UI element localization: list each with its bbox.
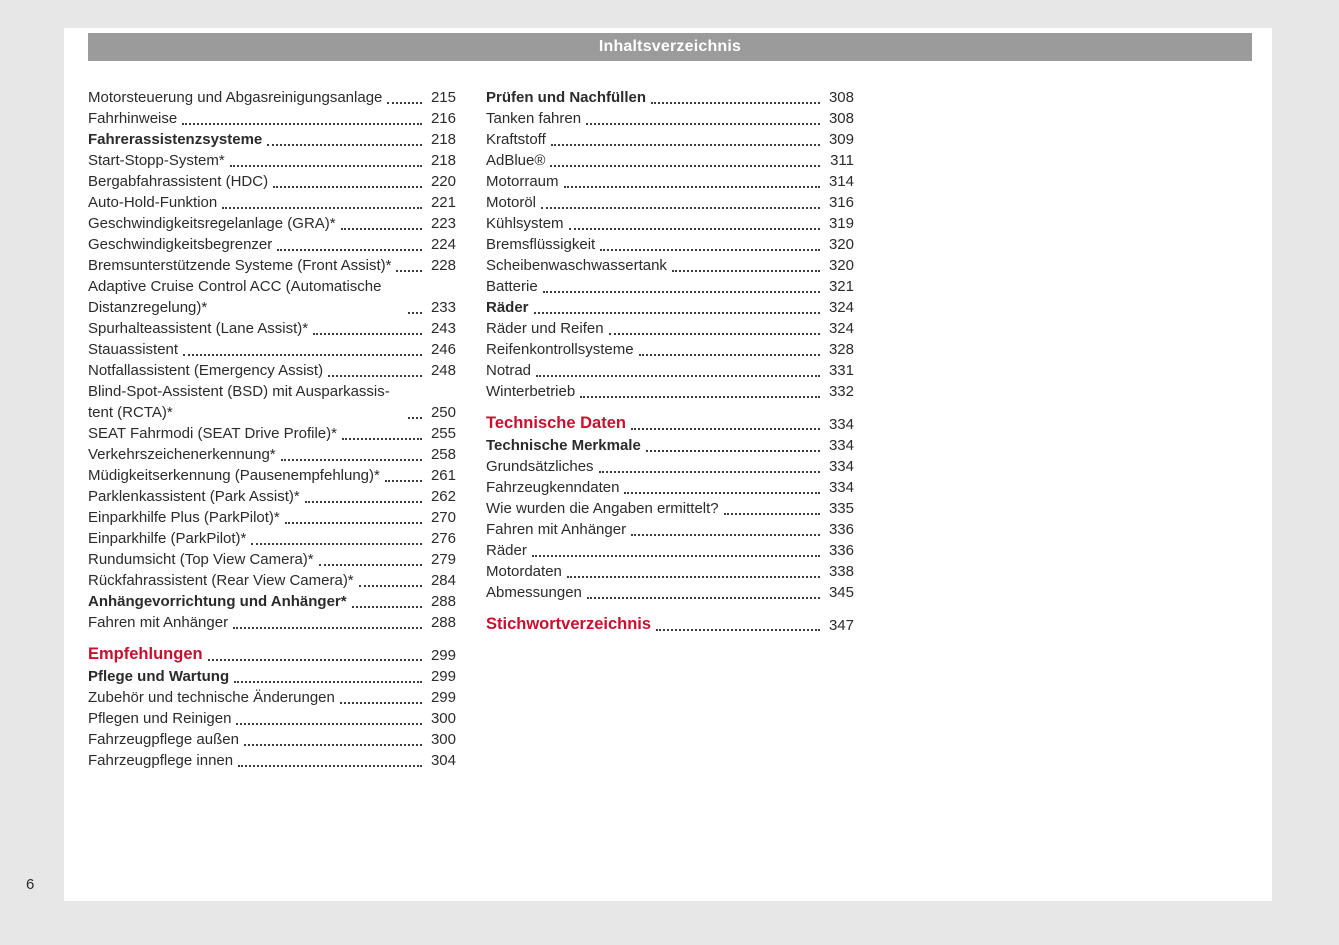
toc-entry-label: Geschwindigkeitsbegrenzer: [88, 236, 273, 253]
toc-entry-label: Motordaten: [486, 563, 562, 580]
toc-entry-page: 218: [430, 152, 456, 169]
toc-entry-page: 324: [828, 320, 854, 337]
toc-entry: [88, 708, 456, 729]
toc-entry-page: 223: [430, 215, 456, 232]
toc-entry-page: 334: [828, 458, 854, 475]
toc-entry-label: Stauassistent: [88, 341, 179, 358]
toc-entry: [486, 108, 854, 129]
toc-entry-page: 250: [430, 404, 456, 421]
toc-entry-label: Räder und Reifen: [486, 320, 604, 337]
toc-entry: [88, 255, 456, 276]
dot-leader: [396, 270, 422, 272]
toc-entry-page: 299: [430, 668, 456, 685]
toc-entry: [486, 318, 854, 339]
toc-entry: [88, 643, 456, 666]
toc-entry: [486, 150, 854, 171]
toc-entry-label: Müdigkeitserkennung (Pausenempfehlung)*: [88, 467, 380, 484]
dot-leader: [251, 543, 422, 545]
toc-entry-label: Spurhalteassistent (Lane Assist)*: [88, 320, 309, 337]
toc-entry-page: 288: [430, 593, 456, 610]
toc-entry-label: Parklenkassistent (Park Assist)*: [88, 488, 300, 505]
toc-entry-page: 299: [430, 647, 456, 664]
toc-entry-page: 336: [828, 521, 854, 538]
dot-leader: [387, 102, 422, 104]
toc-entry-page: 332: [828, 383, 854, 400]
toc-entry-label: Räder: [486, 542, 527, 559]
toc-entry-label: Pflegen und Reinigen: [88, 710, 232, 727]
dot-leader: [408, 312, 422, 314]
toc-entry-label: Winterbetrieb: [486, 383, 576, 400]
dot-leader: [532, 555, 820, 557]
toc-entry-label: Motoröl: [486, 194, 537, 211]
toc-entry-label: Tanken fahren: [486, 110, 582, 127]
dot-leader: [543, 291, 820, 293]
toc-entry-label: Auto-Hold-Funktion: [88, 194, 218, 211]
dot-leader: [342, 438, 422, 440]
toc-entry-label: Fahrzeugkenndaten: [486, 479, 620, 496]
toc-entry: [88, 360, 456, 381]
dot-leader: [569, 228, 820, 230]
toc-entry: [486, 297, 854, 318]
toc-entry-page: 300: [430, 710, 456, 727]
toc-entry-label: Motorraum: [486, 173, 559, 190]
toc-entry: [88, 192, 456, 213]
dot-leader: [319, 564, 422, 566]
toc-entry-label: Anhängevorrichtung und Anhänger*: [88, 593, 347, 610]
dot-leader: [244, 744, 422, 746]
toc-entry-page: 320: [828, 236, 854, 253]
toc-entry: [88, 687, 456, 708]
dot-leader: [305, 501, 422, 503]
toc-entry-page: 311: [830, 152, 854, 169]
toc-entry-page: 279: [430, 551, 456, 568]
toc-entry-page: 224: [430, 236, 456, 253]
toc-entry-page: 299: [430, 689, 456, 706]
toc-entry: [486, 339, 854, 360]
toc-entry-label: Motorsteuerung und Abgasreinigungsanlage: [88, 89, 383, 106]
dot-leader: [277, 249, 422, 251]
toc-entry-page: 288: [430, 614, 456, 631]
dot-leader: [609, 333, 820, 335]
dot-leader: [651, 102, 820, 104]
toc-entry-page: 334: [828, 437, 854, 454]
toc-entry: [88, 612, 456, 633]
toc-entry: [486, 360, 854, 381]
dot-leader: [567, 576, 820, 578]
dot-leader: [267, 144, 422, 146]
dot-leader: [385, 480, 422, 482]
toc-entry: [88, 507, 456, 528]
dot-leader: [281, 459, 422, 461]
toc-entry-page: 262: [430, 488, 456, 505]
dot-leader: [182, 123, 422, 125]
toc-entry: [88, 729, 456, 750]
toc-entry-label: Kühlsystem: [486, 215, 564, 232]
toc-entry: [88, 591, 456, 612]
toc-entry-label: Batterie: [486, 278, 538, 295]
toc-entry-label: Adaptive Cruise Control ACC (Automatische Distanzregelung)*: [88, 278, 382, 316]
toc-column-left: [88, 87, 456, 771]
toc-entry: [486, 561, 854, 582]
dot-leader: [600, 249, 820, 251]
toc-entry-label: Stichwortverzeichnis: [486, 615, 652, 633]
toc-entry-label: Blind-Spot-Assistent (BSD) mit Ausparkassistent (RCTA)*: [88, 383, 390, 421]
toc-entry-page: 347: [828, 617, 854, 634]
toc-entry-page: 314: [828, 173, 854, 190]
toc-entry: [88, 423, 456, 444]
toc-entry: [486, 87, 854, 108]
toc-entry: [88, 171, 456, 192]
toc-columns: [64, 61, 1272, 771]
toc-entry-page: 316: [828, 194, 854, 211]
toc-entry-page: 331: [828, 362, 854, 379]
dot-leader: [599, 471, 820, 473]
toc-entry-page: 300: [430, 731, 456, 748]
toc-entry-page: 335: [828, 500, 854, 517]
toc-entry-label: Fahrhinweise: [88, 110, 178, 127]
toc-entry-page: 321: [828, 278, 854, 295]
toc-entry-label: Einparkhilfe Plus (ParkPilot)*: [88, 509, 280, 526]
toc-entry: [486, 381, 854, 402]
toc-entry-label: Verkehrszeichenerkennung*: [88, 446, 276, 463]
dot-leader: [631, 534, 820, 536]
dot-leader: [328, 375, 422, 377]
toc-entry: [486, 129, 854, 150]
toc-entry-label: Fahrzeugpflege innen: [88, 752, 234, 769]
toc-entry: [88, 528, 456, 549]
dot-leader: [233, 627, 422, 629]
dot-leader: [234, 681, 422, 683]
toc-entry-page: 276: [430, 530, 456, 547]
dot-leader: [285, 522, 422, 524]
toc-entry-page: 216: [430, 110, 456, 127]
toc-entry-label: Bremsunterstützende Systeme (Front Assist)*: [88, 257, 392, 274]
toc-entry: [88, 666, 456, 687]
toc-entry: [486, 213, 854, 234]
toc-entry-label: SEAT Fahrmodi (SEAT Drive Profile)*: [88, 425, 337, 442]
toc-entry-page: 233: [430, 299, 456, 316]
toc-entry-page: 258: [430, 446, 456, 463]
toc-entry-label: Zubehör und technische Änderungen: [88, 689, 335, 706]
dot-leader: [534, 312, 820, 314]
toc-entry: [486, 234, 854, 255]
page-title: Inhaltsverzeichnis: [598, 38, 742, 55]
toc-entry: [486, 477, 854, 498]
toc-entry-page: 336: [828, 542, 854, 559]
toc-entry-page: 221: [430, 194, 456, 211]
dot-leader: [624, 492, 820, 494]
toc-entry: [88, 750, 456, 771]
toc-entry: [486, 276, 854, 297]
toc-entry-label: Geschwindigkeitsregelanlage (GRA)*: [88, 215, 336, 232]
toc-entry-label: Rückfahrassistent (Rear View Camera)*: [88, 572, 354, 589]
toc-entry-label: Notfallassistent (Emergency Assist): [88, 362, 324, 379]
toc-entry-page: 338: [828, 563, 854, 580]
toc-entry-page: 243: [430, 320, 456, 337]
toc-entry: [88, 339, 456, 360]
toc-entry-label: Fahren mit Anhänger: [88, 614, 229, 631]
dot-leader: [646, 450, 820, 452]
toc-entry-page: 308: [828, 89, 854, 106]
dot-leader: [631, 428, 820, 430]
toc-entry: [88, 570, 456, 591]
toc-entry: [486, 192, 854, 213]
dot-leader: [341, 228, 422, 230]
toc-entry: [88, 444, 456, 465]
toc-entry-label: Grundsätzliches: [486, 458, 594, 475]
toc-entry-page: 220: [430, 173, 456, 190]
toc-entry-page: 328: [828, 341, 854, 358]
toc-entry-page: 319: [828, 215, 854, 232]
dot-leader: [208, 659, 422, 661]
dot-leader: [656, 629, 820, 631]
toc-entry: [486, 435, 854, 456]
toc-entry-label: Empfehlungen: [88, 645, 203, 663]
toc-entry: [486, 412, 854, 435]
toc-entry-page: 246: [430, 341, 456, 358]
toc-entry-label: Fahrzeugpflege außen: [88, 731, 239, 748]
toc-entry-label: Abmessungen: [486, 584, 582, 601]
page-header-bar: [88, 33, 1252, 61]
toc-entry-page: 215: [430, 89, 456, 106]
dot-leader: [230, 165, 422, 167]
toc-entry-page: 324: [828, 299, 854, 316]
dot-leader: [222, 207, 422, 209]
toc-entry-label: Kraftstoff: [486, 131, 546, 148]
toc-entry: [486, 498, 854, 519]
dot-leader: [672, 270, 820, 272]
toc-entry-label: Fahrerassistenzsysteme: [88, 131, 263, 148]
toc-entry-page: 334: [828, 416, 854, 433]
dot-leader: [587, 597, 820, 599]
toc-entry-label: Technische Merkmale: [486, 437, 641, 454]
page-number: 6: [26, 876, 35, 893]
dot-leader: [580, 396, 820, 398]
toc-entry-page: 309: [828, 131, 854, 148]
toc-entry-label: Reifenkontrollsysteme: [486, 341, 634, 358]
toc-entry-label: Räder: [486, 299, 529, 316]
toc-entry-label: Wie wurden die Angaben ermittelt?: [486, 500, 719, 517]
toc-entry-label: Bergabfahrassistent (HDC): [88, 173, 269, 190]
dot-leader: [586, 123, 820, 125]
toc-entry-page: 255: [430, 425, 456, 442]
toc-page: [64, 28, 1272, 901]
dot-leader: [313, 333, 422, 335]
dot-leader: [359, 585, 422, 587]
toc-entry-label: Einparkhilfe (ParkPilot)*: [88, 530, 247, 547]
toc-entry: [486, 519, 854, 540]
toc-entry-page: 218: [430, 131, 456, 148]
toc-entry: [88, 465, 456, 486]
toc-entry-label: Rundumsicht (Top View Camera)*: [88, 551, 314, 568]
toc-entry-page: 345: [828, 584, 854, 601]
toc-entry: [88, 486, 456, 507]
toc-entry: [88, 549, 456, 570]
dot-leader: [541, 207, 820, 209]
toc-entry-label: Pflege und Wartung: [88, 668, 230, 685]
toc-entry-page: 334: [828, 479, 854, 496]
toc-entry-label: Technische Daten: [486, 414, 626, 432]
toc-entry-label: Bremsflüssigkeit: [486, 236, 596, 253]
toc-entry-page: 320: [828, 257, 854, 274]
dot-leader: [238, 765, 422, 767]
toc-entry-label: AdBlue®: [486, 152, 546, 169]
toc-column-right: [486, 87, 854, 771]
toc-entry: [88, 213, 456, 234]
toc-entry: [486, 613, 854, 636]
toc-entry: [88, 150, 456, 171]
toc-entry: [486, 540, 854, 561]
dot-leader: [408, 417, 422, 419]
dot-leader: [550, 165, 820, 167]
toc-entry-label: Notrad: [486, 362, 532, 379]
dot-leader: [639, 354, 820, 356]
toc-entry-page: 248: [430, 362, 456, 379]
toc-entry-label: Fahren mit Anhänger: [486, 521, 627, 538]
toc-entry-page: 270: [430, 509, 456, 526]
toc-entry: [88, 87, 456, 108]
toc-entry-page: 284: [430, 572, 456, 589]
toc-entry-page: 261: [430, 467, 456, 484]
dot-leader: [352, 606, 422, 608]
toc-entry: [88, 381, 456, 423]
toc-entry: [88, 234, 456, 255]
toc-entry: [486, 255, 854, 276]
dot-leader: [536, 375, 820, 377]
toc-entry-page: 304: [430, 752, 456, 769]
toc-entry: [486, 171, 854, 192]
dot-leader: [340, 702, 422, 704]
toc-entry-label: Scheibenwaschwassertank: [486, 257, 667, 274]
toc-entry-label: Start-Stopp-System*: [88, 152, 225, 169]
toc-entry: [486, 456, 854, 477]
toc-entry: [88, 276, 456, 318]
dot-leader: [183, 354, 422, 356]
dot-leader: [236, 723, 422, 725]
toc-entry: [88, 108, 456, 129]
dot-leader: [273, 186, 422, 188]
toc-entry-page: 308: [828, 110, 854, 127]
toc-entry-label: Prüfen und Nachfüllen: [486, 89, 647, 106]
toc-entry-page: 228: [430, 257, 456, 274]
dot-leader: [724, 513, 820, 515]
dot-leader: [551, 144, 820, 146]
dot-leader: [564, 186, 820, 188]
toc-entry: [88, 318, 456, 339]
toc-entry: [486, 582, 854, 603]
toc-entry: [88, 129, 456, 150]
